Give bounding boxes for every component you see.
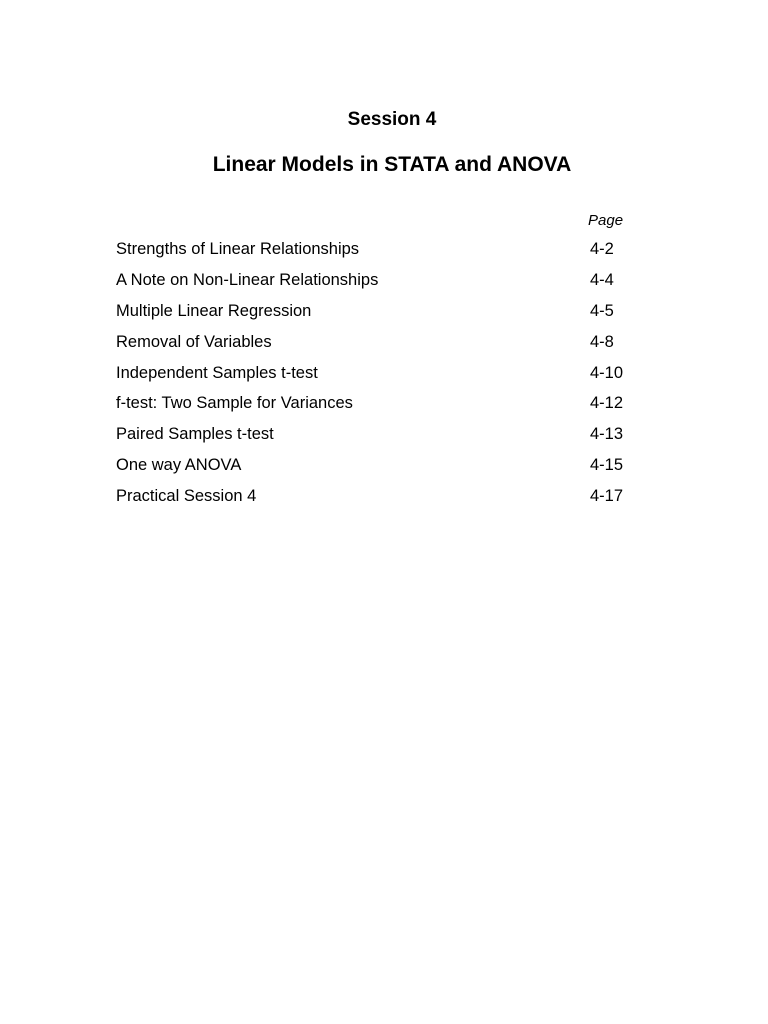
- toc-entry-page: 4-12: [590, 394, 624, 413]
- toc-entry-page: 4-13: [590, 425, 624, 444]
- session-heading: Session 4: [347, 109, 437, 130]
- toc-entry-title: Removal of Variables: [116, 332, 272, 351]
- toc-entry: [116, 423, 656, 454]
- toc-entry-title: f-test: Two Sample for Variances: [116, 394, 353, 413]
- toc-entry-page: 4-5: [590, 301, 614, 320]
- toc-entry-page: 4-4: [590, 270, 614, 289]
- table-of-contents: [116, 238, 656, 516]
- toc-entry: [116, 300, 656, 331]
- toc-entry-title: One way ANOVA: [116, 456, 242, 475]
- toc-entry-page: 4-2: [590, 240, 614, 258]
- toc-entry-title: Strengths of Linear Relationships: [116, 240, 360, 258]
- toc-entry: [116, 485, 656, 516]
- toc-entry-title: Paired Samples t-test: [116, 425, 274, 444]
- toc-entry: [116, 269, 656, 300]
- toc-entry-title: Practical Session 4: [116, 487, 257, 506]
- toc-entry-page: 4-15: [590, 456, 624, 475]
- toc-entry-title: A Note on Non-Linear Relationships: [116, 270, 379, 289]
- toc-entry: [116, 454, 656, 485]
- page-title: Linear Models in STATA and ANOVA: [212, 153, 572, 176]
- toc-entry: [116, 362, 656, 393]
- toc-entry: [116, 238, 656, 269]
- toc-entry-title: Independent Samples t-test: [116, 363, 318, 382]
- toc-entry-page: 4-8: [590, 332, 614, 351]
- toc-entry-title: Multiple Linear Regression: [116, 301, 312, 320]
- toc-entry-page: 4-10: [590, 363, 624, 382]
- page-column-header: Page: [588, 212, 624, 229]
- toc-entry-page: 4-17: [590, 487, 624, 506]
- toc-entry: [116, 392, 656, 423]
- toc-entry: [116, 331, 656, 362]
